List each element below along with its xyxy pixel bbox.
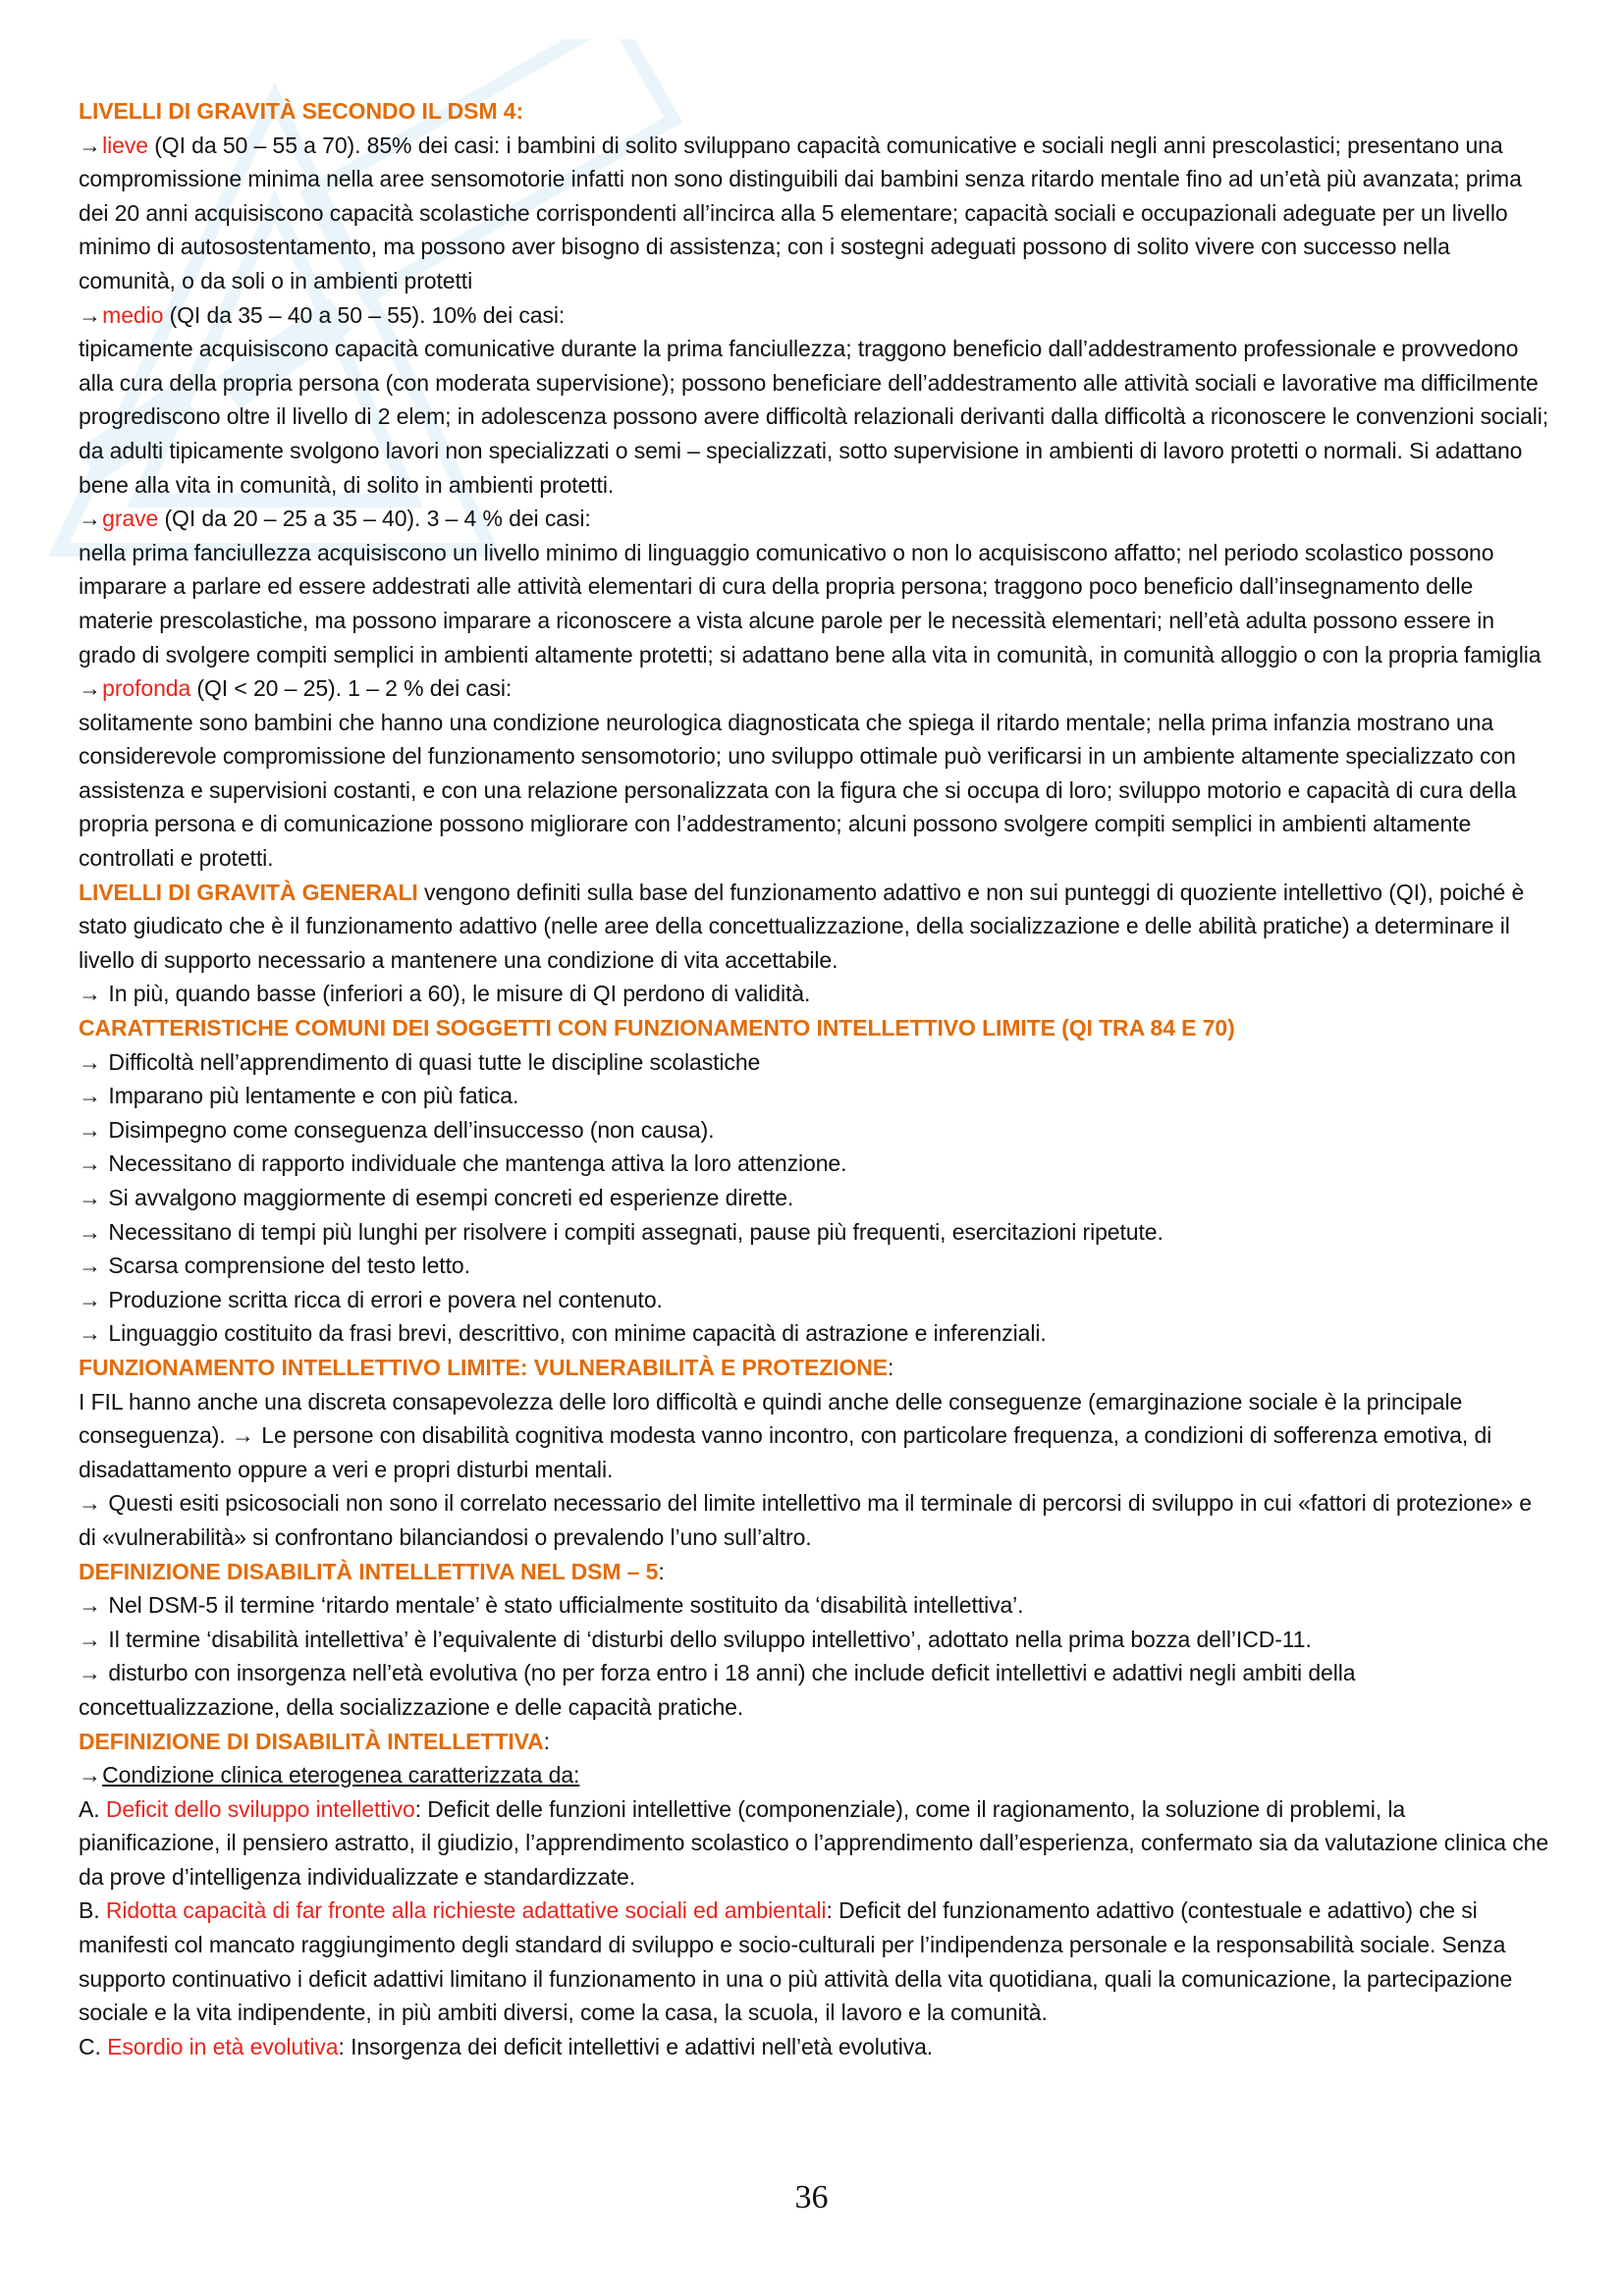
desc-grave: nella prima fanciullezza acquisiscono un livello minimo di linguaggio comunicativo o non lo acquisiscono affatto; nel periodo scolastico possono imparare a parlare ed essere addestrati alle attività elementari di cura della propria persona; traggono poco beneficio dall’insegnamento delle materie prescolastiche, ma possono imparare a riconoscere a vista alcune parole per le necessità elementari; nell’età adulta possono essere in grado di svolgere compiti semplici in ambienti altamente protetti; si adattano bene alla vita in comunità, in comunità alloggio o con la propria famiglia [79,539,1542,667]
list-item [79,1079,1551,1113]
criterion-c-label: C. [79,2033,108,2059]
term-lieve: lieve [102,132,148,158]
list-item [79,1316,1551,1351]
section-livelli-generali [79,876,1551,978]
arrow-icon: → [79,1592,101,1619]
item-grave [79,502,1551,536]
criterion-c [79,2030,1551,2064]
list-item-text: Necessitano di rapporto individuale che mantenga attiva la loro attenzione. [102,1150,847,1177]
arrow-icon: → [79,1286,101,1312]
arrow-icon: → [79,132,101,158]
list-item-text: Linguaggio costituito da frasi brevi, descrittivo, con minime capacità di astrazione e inferenziali. [102,1320,1047,1347]
list-item-text: Necessitano di tempi più lunghi per risolvere i compiti assegnati, pause più frequenti, esercitazioni ripetute. [102,1218,1163,1245]
item-medio [79,298,1551,333]
criterion-b-text: : Deficit del funzionamento adattivo (contestuale e adattivo) che si manifesti col mancato raggiungimento degli standard di sviluppo e socio-culturali per l’indipendenza personale e la responsabilità sociale. Senza supporto continuativo i deficit adattivi limitano il funzionamento in una o più attività della vita quotidiana, quali la comunicazione, la partecipazione sociale e la vita indipendente, in più ambiti diversi, come la casa, la scuola, il lavoro e la comunità. [79,1897,1513,2026]
arrow-icon: → [79,1320,101,1347]
arrow-icon: → [79,1626,101,1652]
text-grave: (QI da 20 – 25 a 35 – 40). 3 – 4 % dei casi: [158,506,591,532]
heading-colon: : [658,1558,665,1584]
text-livelli-generali: vengono definiti sulla base del funzionamento adattivo e non sui punteggi di quoziente intellettivo (QI), poiché è stato giudicato che è il funzionamento adattivo (nelle aree della concettualizzazione, della socializzazione e delle abilità pratiche) a determinare il livello di supporto necessario a mantenere una condizione di vita accettabile. [79,879,1525,973]
list-item-text: Il termine ‘disabilità intellettiva’ è l’equivalente di ‘disturbi dello sviluppo intellettivo’, adottato nella prima bozza dell’ICD-11. [102,1626,1312,1652]
text-medio: (QI da 35 – 40 a 50 – 55). 10% dei casi: [163,301,566,328]
list-item [79,1045,1551,1080]
fil-text-2: Le persone con disabilità cognitiva modesta vanno incontro, con particolare frequenza, a condizioni di sofferenza emotiva, di disadattamento oppure a veri e propri disturbi mentali. [79,1422,1492,1482]
heading-fil-line [79,1351,1551,1385]
document-page [79,94,1551,2063]
arrow-icon: → [79,675,101,702]
heading-colon: : [888,1354,894,1380]
arrow-icon: → [79,1048,101,1075]
criterion-a-label: A. [79,1795,106,1822]
list-item-text: Scarsa comprensione del testo letto. [102,1253,470,1279]
heading-definizione: DEFINIZIONE DI DISABILITÀ INTELLETTIVA [79,1728,544,1754]
criterion-c-text: : Insorgenza dei deficit intellettivi e adattivi nell’età evolutiva. [338,2033,934,2059]
list-item [79,1113,1551,1148]
list-item [79,1181,1551,1215]
page-number: 36 [794,2179,829,2216]
criterion-a-term: Deficit dello sviluppo intellettivo [105,1795,415,1822]
arrow-icon: → [79,506,101,532]
paragraph-esiti [79,1486,1551,1554]
term-profonda: profonda [102,675,191,702]
arrow-icon: → [79,1218,101,1245]
arrow-icon: → [79,1762,101,1789]
heading-fil: FUNZIONAMENTO INTELLETTIVO LIMITE: VULNERABILITÀ E PROTEZIONE [79,1354,889,1380]
note-qi [79,977,1551,1011]
list-item-text: disturbo con insorgenza nell’età evolutiva (no per forza entro i 18 anni) che include deficit intellettivi e adattivi negli ambiti della concettualizzazione, della socializzazione e delle capacità pratiche. [79,1660,1356,1720]
list-item-text: Difficoltà nell’apprendimento di quasi tutte le discipline scolastiche [102,1048,761,1075]
note-qi-text: In più, quando basse (inferiori a 60), le misure di QI perdono di validità. [102,981,811,1007]
arrow-icon: → [79,301,101,328]
arrow-icon: → [79,1660,101,1686]
list-item [79,1656,1551,1724]
arrow-icon: → [79,1490,101,1517]
arrow-icon: → [79,1083,101,1109]
heading-dsm4: LIVELLI DI GRAVITÀ SECONDO IL DSM 4: [79,98,524,124]
list-item-text: Disimpegno come conseguenza dell’insuccesso (non causa). [102,1116,715,1143]
arrow-icon: → [79,981,101,1007]
list-item-text: Produzione scritta ricca di errori e povera nel contenuto. [102,1286,663,1312]
heading-colon: : [543,1728,550,1754]
heading-dsm5: DEFINIZIONE DISABILITÀ INTELLETTIVA NEL DSM – 5 [79,1558,659,1584]
text-profonda: (QI < 20 – 25). 1 – 2 % dei casi: [190,675,513,702]
criterion-c-term: Esordio in età evolutiva [107,2033,339,2059]
arrow-icon: → [79,1253,101,1279]
list-item [79,1215,1551,1250]
term-grave: grave [102,506,159,532]
heading-definizione-line [79,1725,1551,1759]
arrow-icon: → [79,1185,101,1210]
list-item [79,1249,1551,1283]
arrow-icon: → [79,1116,101,1143]
heading-dsm5-line [79,1555,1551,1589]
arrow-icon: → [231,1422,254,1449]
text-lieve: (QI da 50 – 55 a 70). 85% dei casi: i bambini di solito sviluppano capacità comunicative e sociali negli anni prescolastici; presentano una compromissione minima nella aree sensomotorie infatti non sono distinguibili dai bambini senza ritardo mentale fino ad un’età più avanzata; prima dei 20 anni acquisiscono capacità scolastiche corrispondenti all’incirca alla 5 elementare; capacità sociali e occupazionali adeguate per un livello minimo di autosostentamento, ma possono aver bisogno di assistenza; con i sostegni adeguati possono di solito vivere con successo nella comunità, o da soli o in ambienti protetti [79,132,1522,294]
fil-text-3: Questi esiti psicosociali non sono il correlato necessario del limite intellettivo ma il terminale di percorsi di sviluppo in cui «fattori di protezione» e di «vulnerabilità» si confrontano bilanciandosi o prevalendo l’uno sull’altro. [79,1490,1532,1550]
item-profonda [79,671,1551,706]
criterion-b [79,1894,1551,2029]
criterion-a [79,1792,1551,1895]
criterion-b-label: B. [79,1897,106,1924]
definition-intro-text: Condizione clinica eterogenea caratterizzata da: [102,1762,580,1789]
list-item [79,1623,1551,1657]
definition-intro [79,1758,1551,1792]
list-item [79,1147,1551,1181]
desc-medio: tipicamente acquisiscono capacità comunicative durante la prima fanciullezza; traggono beneficio dall’addestramento professionale e provvedono alla cura della propria persona (con moderata supervisione); possono beneficiare dell’addestramento alle attività sociali e lavorative ma difficilmente progrediscono oltre il livello di 2 elem; in adolescenza possono avere difficoltà relazionali derivanti dalla difficoltà a riconoscere le convenzioni sociali; da adulti tipicamente svolgono lavori non specializzati o semi – specializzati, sotto supervisione in ambienti di lavoro protetti o normali. Si adattano bene alla vita in comunità, di solito in ambienti protetti. [79,336,1549,498]
list-item [79,1588,1551,1623]
list-item-text: Imparano più lentamente e con più fatica. [102,1083,519,1109]
list-item [79,1283,1551,1317]
heading-livelli-generali: LIVELLI DI GRAVITÀ GENERALI [79,879,418,905]
list-item-text: Nel DSM-5 il termine ‘ritardo mentale’ è stato ufficialmente sostituito da ‘disabilità intellettiva’. [102,1592,1024,1619]
desc-profonda: solitamente sono bambini che hanno una condizione neurologica diagnosticata che spiega il ritardo mentale; nella prima infanzia mostrano una considerevole compromissione del funzionamento sensomotorio; uno sviluppo ottimale può verificarsi in un ambiente altamente specializzato con assistenza e supervisioni costanti, e con una relazione personalizzata con la figura che si occupa di loro; sviluppo motorio e capacità di cura della propria persona e di comunicazione possono migliorare con l’addestramento; alcuni possono svolgere compiti semplici in ambienti altamente controllati e protetti. [79,709,1517,872]
item-lieve [79,129,1551,298]
heading-caratteristiche: CARATTERISTICHE COMUNI DEI SOGGETTI CON FUNZIONAMENTO INTELLETTIVO LIMITE (QI TRA 84 E 70) [79,1015,1235,1041]
fil-text-1: I FIL hanno anche una discreta consapevolezza delle loro difficoltà e quindi anche delle conseguenze (emarginazione sociale è la principale conseguenza). [79,1388,1463,1449]
paragraph-fil [79,1385,1551,1487]
term-medio: medio [102,301,164,328]
list-item-text: Si avvalgono maggiormente di esempi concreti ed esperienze dirette. [102,1185,794,1210]
arrow-icon: → [79,1150,101,1177]
criterion-b-term: Ridotta capacità di far fronte alla richieste adattative sociali ed ambientali [105,1897,827,1924]
criterion-a-text: : Deficit delle funzioni intellettive (componenziale), come il ragionamento, la soluzione di problemi, la pianificazione, il pensiero astratto, il giudizio, l’apprendimento scolastico o l’apprendimento dall’esperienza, confermato sia da valutazione clinica che da prove d’intelligenza individualizzate e standardizzate. [79,1795,1549,1890]
